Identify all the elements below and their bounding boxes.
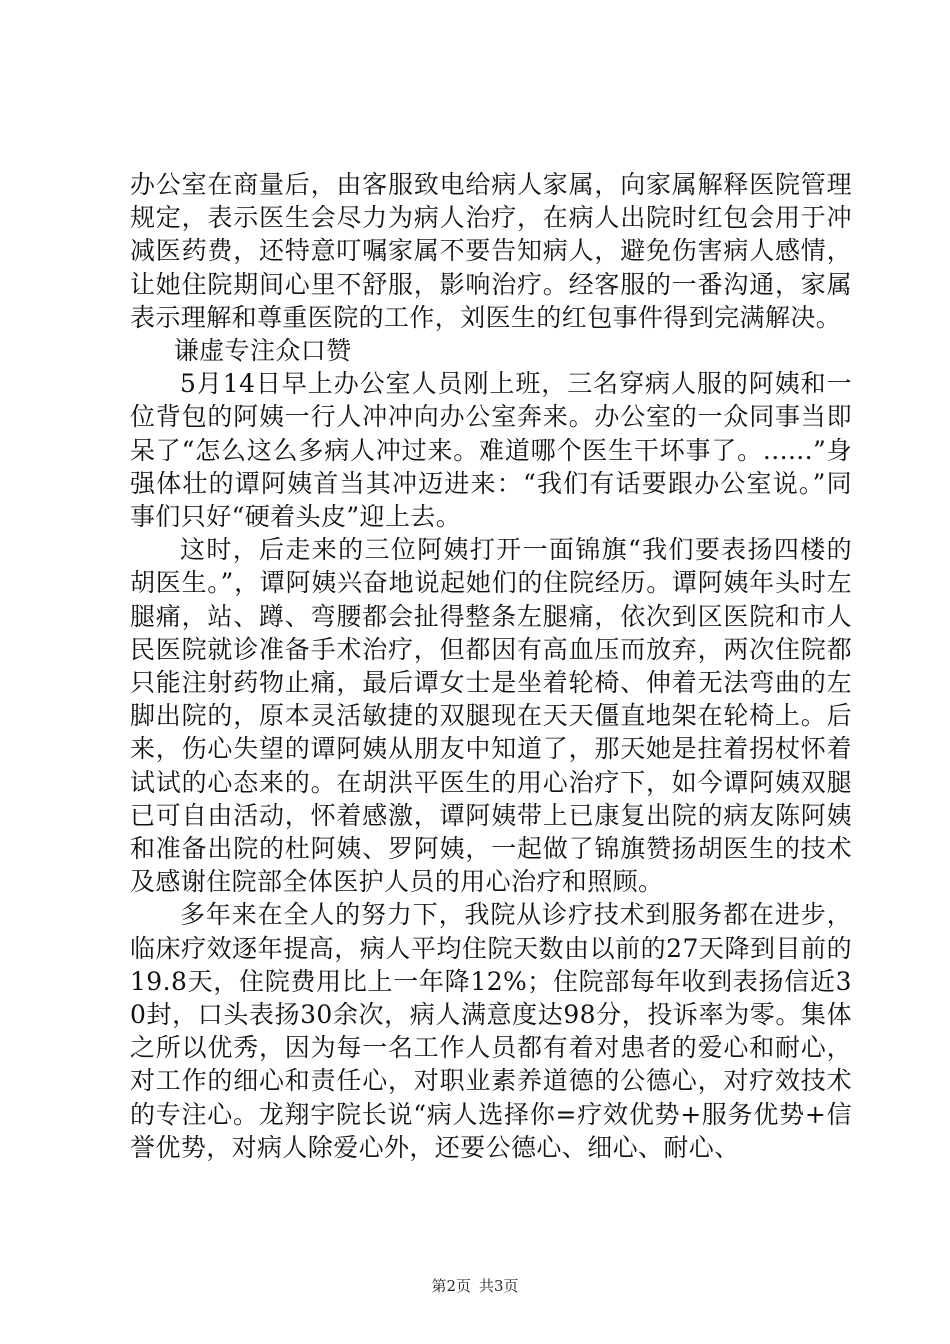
document-body [130, 168, 852, 1164]
paragraph: 这时，后走来的三位阿姨打开一面锦旗“我们要表扬四楼的胡医生。”，谭阿姨兴奋地说起她们的住院经历。谭阿姨年头时左腿痛，站、蹲、弯腰都会扯得整条左腿痛，依次到区医院和市人民医院就诊准备手术治疗，但都因有高血压而放弃，两次住院都只能注射药物止痛，最后谭女士是坐着轮椅、伸着无法弯曲的左脚出院的，原本灵活敏捷的双腿现在天天僵直地架在轮椅上。后来，伤心失望的谭阿姨从朋友中知道了，那天她是拄着拐杖怀着试试的心态来的。在胡洪平医生的用心治疗下，如今谭阿姨双腿已可自由活动，怀着感激，谭阿姨带上已康复出院的病友陈阿姨和准备出院的杜阿姨、罗阿姨，一起做了锦旗赞扬胡医生的技术及感谢住院部全体医护人员的用心治疗和照顾。 [130, 535, 852, 897]
page-number: 第2页 [431, 1277, 471, 1295]
paragraph: 多年来在全人的努力下，我院从诊疗技术到服务都在进步，临床疗效逐年提高，病人平均住院天数由以前的27天降到目前的19.8天，住院费用比上一年降12%；住院部每年收到表扬信近30封，口头表扬30余次，病人满意度达98分，投诉率为零。集体之所以优秀，因为每一名工作人员都有着对患者的爱心和耐心，对工作的细心和责任心，对职业素养道德的公德心，对疗效技术的专注心。龙翔宇院长说“病人选择你=疗效优势+服务优势+信誉优势，对病人除爱心外，还要公德心、细心、耐心、 [130, 900, 852, 1162]
page-total: 共3页 [479, 1277, 519, 1295]
section-heading: 谦虚专注众口赞 [173, 336, 352, 366]
page-footer [0, 1276, 950, 1296]
paragraph-continuation: 办公室在商量后，由客服致电给病人家属，向家属解释医院管理规定，表示医生会尽力为病人治疗，在病人出院时红包会用于冲减医药费，还特意叮嘱家属不要告知病人，避免伤害病人感情，让她住院期间心里不舒服，影响治疗。经客服的一番沟通，家属表示理解和尊重医院的工作，刘医生的红包事件得到完满解决。 [130, 170, 852, 332]
paragraph: 5月14日早上办公室人员刚上班，三名穿病人服的阿姨和一位背包的阿姨一行人冲冲向办公室奔来。办公室的一众同事当即呆了“怎么这么多病人冲过来。难道哪个医生干坏事了。......”身强体壮的谭阿姨首当其冲迈进来：“我们有话要跟办公室说。”同事们只好“硬着头皮”迎上去。 [130, 369, 852, 532]
